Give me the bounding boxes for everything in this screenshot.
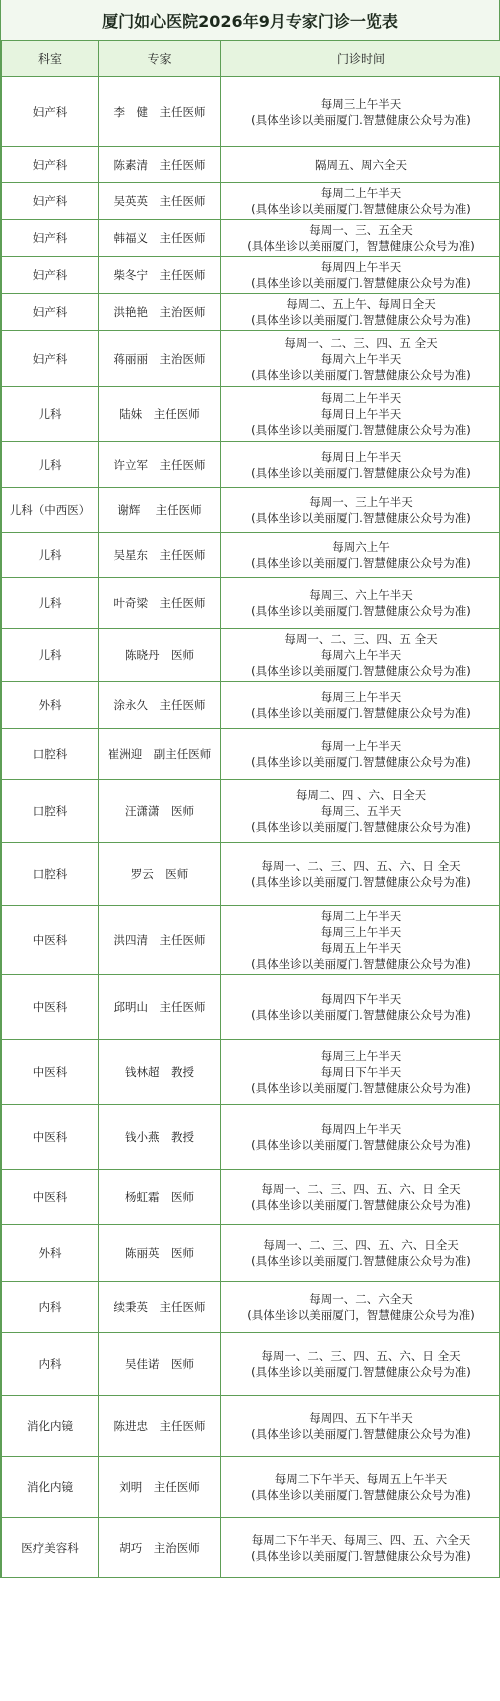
time-line: (具体坐诊以美丽厦门.智慧健康公众号为准)	[251, 1548, 471, 1563]
page-title: 厦门如心医院2026年9月专家门诊一览表	[1, 0, 499, 40]
table-row	[2, 578, 500, 629]
table-row	[2, 729, 500, 780]
table-row	[2, 488, 500, 533]
cell-doctor: 吴佳诺 医师	[99, 1333, 221, 1396]
header-dept: 科室	[2, 41, 99, 77]
cell-time	[221, 1282, 500, 1333]
time-line: 每周一、二、三、四、五 全天	[284, 335, 438, 350]
cell-dept: 消化内镜	[2, 1457, 99, 1518]
time-line: (具体坐诊以美丽厦门.智慧健康公众号为准)	[251, 423, 471, 437]
table-row	[2, 1040, 500, 1105]
time-line: 每周三上午半天	[320, 1049, 402, 1063]
cell-time	[221, 843, 500, 906]
cell-dept: 妇产科	[2, 77, 99, 147]
table-row	[2, 1225, 500, 1282]
cell-time	[221, 1170, 500, 1225]
time-line: (具体坐诊以美丽厦门.智慧健康公众号为准)	[251, 1008, 471, 1022]
cell-doctor: 陈进忠 主任医师	[99, 1396, 221, 1457]
cell-dept: 内科	[2, 1282, 99, 1333]
cell-time	[221, 220, 500, 257]
time-line: (具体坐诊以美丽厦门.智慧健康公众号为准)	[251, 112, 471, 127]
cell-doctor: 柴冬宁 主任医师	[99, 257, 221, 294]
cell-doctor: 陈素清 主任医师	[99, 147, 221, 183]
time-line: (具体坐诊以美丽厦门，智慧健康公众号为准)	[247, 1308, 475, 1322]
cell-dept: 妇产科	[2, 257, 99, 294]
time-line: (具体坐诊以美丽厦门.智慧健康公众号为准)	[251, 875, 471, 889]
cell-doctor: 续秉英 主任医师	[99, 1282, 221, 1333]
table-row	[2, 257, 500, 294]
time-line: 每周四下午半天	[320, 992, 402, 1006]
table-header-row	[2, 41, 500, 77]
cell-doctor: 蒋丽丽 主治医师	[99, 331, 221, 387]
time-line: (具体坐诊以美丽厦门.智慧健康公众号为准)	[251, 556, 471, 570]
cell-dept: 妇产科	[2, 294, 99, 331]
cell-dept: 儿科（中西医）	[2, 488, 99, 533]
table-row	[2, 220, 500, 257]
cell-dept: 口腔科	[2, 729, 99, 780]
cell-time	[221, 331, 500, 387]
cell-doctor: 汪潇潇 医师	[99, 780, 221, 843]
table-row	[2, 77, 500, 147]
cell-time	[221, 147, 500, 183]
table-row	[2, 533, 500, 578]
cell-dept: 儿科	[2, 533, 99, 578]
cell-doctor: 吴英英 主任医师	[99, 183, 221, 220]
time-line: 每周日上午半天	[320, 449, 402, 464]
cell-dept: 儿科	[2, 578, 99, 629]
time-line: 隔周五、周六全天	[315, 157, 407, 172]
time-line: (具体坐诊以美丽厦门.智慧健康公众号为准)	[251, 755, 471, 769]
cell-time	[221, 1333, 500, 1396]
cell-time	[221, 1396, 500, 1457]
time-line: 每周三上午半天	[320, 690, 402, 704]
time-line: 每周二上午半天	[320, 186, 402, 200]
cell-dept: 妇产科	[2, 147, 99, 183]
table-row	[2, 1170, 500, 1225]
time-line: (具体坐诊以美丽厦门.智慧健康公众号为准)	[251, 1254, 471, 1268]
time-line: 每周日上午半天	[320, 407, 402, 421]
time-line: (具体坐诊以美丽厦门.智慧健康公众号为准)	[251, 1365, 471, 1379]
cell-dept: 中医科	[2, 1105, 99, 1170]
cell-time	[221, 183, 500, 220]
time-line: 每周二、五上午、每周日全天	[286, 297, 436, 311]
time-line: (具体坐诊以美丽厦门.智慧健康公众号为准)	[251, 1488, 471, 1502]
time-line: 每周二上午半天	[320, 909, 402, 923]
table-row	[2, 975, 500, 1040]
time-line: 每周三、六上午半天	[309, 588, 413, 602]
cell-dept: 妇产科	[2, 220, 99, 257]
time-line: 每周一、三上午半天	[309, 495, 413, 509]
time-line: (具体坐诊以美丽厦门.智慧健康公众号为准)	[251, 664, 471, 678]
time-line: 每周二下午半天、每周三、四、五、六全天	[251, 1532, 471, 1547]
time-line: (具体坐诊以美丽厦门.智慧健康公众号为准)	[251, 276, 471, 290]
cell-doctor: 涂永久 主任医师	[99, 682, 221, 729]
time-line: 每周六上午半天	[320, 648, 402, 662]
cell-dept: 消化内镜	[2, 1396, 99, 1457]
time-line: 每周一、二、六全天	[309, 1292, 413, 1306]
cell-time	[221, 729, 500, 780]
cell-doctor: 罗云 医师	[99, 843, 221, 906]
cell-doctor: 谢辉 主任医师	[99, 488, 221, 533]
cell-time	[221, 1105, 500, 1170]
cell-time	[221, 629, 500, 682]
time-line: 每周一、三、五全天	[309, 223, 413, 237]
time-line: 每周四、五下午半天	[309, 1411, 413, 1425]
time-line: 每周一、二、三、四、五、六、日 全天	[261, 859, 461, 873]
table-row	[2, 442, 500, 488]
table-row	[2, 183, 500, 220]
cell-time	[221, 77, 500, 147]
cell-time	[221, 257, 500, 294]
time-line: 每周一上午半天	[320, 739, 402, 753]
table-row	[2, 1396, 500, 1457]
cell-dept: 口腔科	[2, 843, 99, 906]
cell-doctor: 崔洲迎 副主任医师	[99, 729, 221, 780]
cell-dept: 外科	[2, 1225, 99, 1282]
cell-dept: 儿科	[2, 442, 99, 488]
cell-time	[221, 442, 500, 488]
cell-dept: 儿科	[2, 387, 99, 442]
cell-doctor: 胡巧 主治医师	[99, 1518, 221, 1578]
cell-time	[221, 1518, 500, 1578]
cell-time	[221, 780, 500, 843]
time-line: (具体坐诊以美丽厦门.智慧健康公众号为准)	[251, 604, 471, 618]
time-line: (具体坐诊以美丽厦门.智慧健康公众号为准)	[251, 1138, 471, 1152]
table-row	[2, 331, 500, 387]
cell-doctor: 陈晓丹 医师	[99, 629, 221, 682]
cell-time	[221, 578, 500, 629]
table-row	[2, 1518, 500, 1578]
table-row	[2, 1457, 500, 1518]
cell-time	[221, 1457, 500, 1518]
time-line: (具体坐诊以美丽厦门.智慧健康公众号为准)	[251, 1081, 471, 1095]
time-line: 每周一、二、三、四、五、六、日 全天	[261, 1349, 461, 1363]
cell-doctor: 韩福义 主任医师	[99, 220, 221, 257]
table-row	[2, 843, 500, 906]
cell-dept: 医疗美容科	[2, 1518, 99, 1578]
cell-doctor: 陈丽英 医师	[99, 1225, 221, 1282]
cell-dept: 儿科	[2, 629, 99, 682]
cell-doctor: 钱小燕 教授	[99, 1105, 221, 1170]
cell-dept: 中医科	[2, 1040, 99, 1105]
table-row	[2, 682, 500, 729]
time-line: (具体坐诊以美丽厦门.智慧健康公众号为准)	[251, 367, 471, 382]
time-line: (具体坐诊以美丽厦门.智慧健康公众号为准)	[251, 202, 471, 216]
header-time: 门诊时间	[221, 41, 500, 77]
cell-doctor: 杨虹霜 医师	[99, 1170, 221, 1225]
table-row	[2, 147, 500, 183]
time-line: 每周三上午半天	[320, 925, 402, 939]
time-line: 每周四上午半天	[320, 1122, 402, 1136]
cell-dept: 内科	[2, 1333, 99, 1396]
table-row	[2, 1105, 500, 1170]
cell-dept: 中医科	[2, 1170, 99, 1225]
table-row	[2, 387, 500, 442]
cell-time	[221, 1225, 500, 1282]
table-row	[2, 780, 500, 843]
cell-doctor: 许立军 主任医师	[99, 442, 221, 488]
time-line: (具体坐诊以美丽厦门.智慧健康公众号为准)	[251, 1427, 471, 1441]
table-row	[2, 294, 500, 331]
schedule-table	[1, 40, 500, 1578]
cell-time	[221, 387, 500, 442]
cell-dept: 外科	[2, 682, 99, 729]
time-line: (具体坐诊以美丽厦门.智慧健康公众号为准)	[251, 465, 471, 480]
table-row	[2, 629, 500, 682]
cell-doctor: 洪四清 主任医师	[99, 906, 221, 975]
cell-doctor: 洪艳艳 主治医师	[99, 294, 221, 331]
cell-time	[221, 1040, 500, 1105]
time-line: 每周三上午半天	[320, 96, 402, 111]
cell-time	[221, 906, 500, 975]
time-line: 每周一、二、三、四、五 全天	[284, 632, 438, 646]
cell-doctor: 钱林超 教授	[99, 1040, 221, 1105]
schedule-body	[2, 77, 500, 1578]
time-line: (具体坐诊以美丽厦门，智慧健康公众号为准)	[247, 239, 475, 253]
cell-doctor: 邱明山 主任医师	[99, 975, 221, 1040]
cell-time	[221, 682, 500, 729]
time-line: (具体坐诊以美丽厦门.智慧健康公众号为准)	[251, 820, 471, 834]
cell-dept: 口腔科	[2, 780, 99, 843]
time-line: (具体坐诊以美丽厦门.智慧健康公众号为准)	[251, 1198, 471, 1212]
time-line: 每周五上午半天	[320, 941, 402, 955]
time-line: (具体坐诊以美丽厦门.智慧健康公众号为准)	[251, 957, 471, 971]
time-line: 每周日下午半天	[320, 1065, 402, 1079]
cell-doctor: 陆妹 主任医师	[99, 387, 221, 442]
time-line: 每周二上午半天	[320, 391, 402, 405]
cell-time	[221, 294, 500, 331]
cell-doctor: 叶奇梁 主任医师	[99, 578, 221, 629]
time-line: 每周六上午半天	[320, 351, 402, 366]
header-doctor: 专家	[99, 41, 221, 77]
time-line: 每周六上午	[332, 540, 390, 554]
time-line: 每周一、二、三、四、五、六、日 全天	[261, 1182, 461, 1196]
time-line: (具体坐诊以美丽厦门.智慧健康公众号为准)	[251, 511, 471, 525]
cell-doctor: 李 健 主任医师	[99, 77, 221, 147]
time-line: 每周三、五半天	[320, 804, 402, 818]
cell-dept: 妇产科	[2, 183, 99, 220]
time-line: (具体坐诊以美丽厦门.智慧健康公众号为准)	[251, 706, 471, 720]
cell-doctor: 刘明 主任医师	[99, 1457, 221, 1518]
time-line: 每周二、四 、六、日全天	[295, 788, 427, 802]
cell-dept: 中医科	[2, 975, 99, 1040]
time-line: 每周四上午半天	[320, 260, 402, 274]
cell-time	[221, 975, 500, 1040]
time-line: (具体坐诊以美丽厦门.智慧健康公众号为准)	[251, 313, 471, 327]
table-row	[2, 906, 500, 975]
cell-dept: 妇产科	[2, 331, 99, 387]
cell-doctor: 吴星东 主任医师	[99, 533, 221, 578]
time-line: 每周二下午半天、每周五上午半天	[274, 1472, 448, 1486]
table-row	[2, 1282, 500, 1333]
cell-time	[221, 533, 500, 578]
time-line: 每周一、二、三、四、五、六、日全天	[263, 1238, 459, 1252]
cell-time	[221, 488, 500, 533]
cell-dept: 中医科	[2, 906, 99, 975]
table-row	[2, 1333, 500, 1396]
